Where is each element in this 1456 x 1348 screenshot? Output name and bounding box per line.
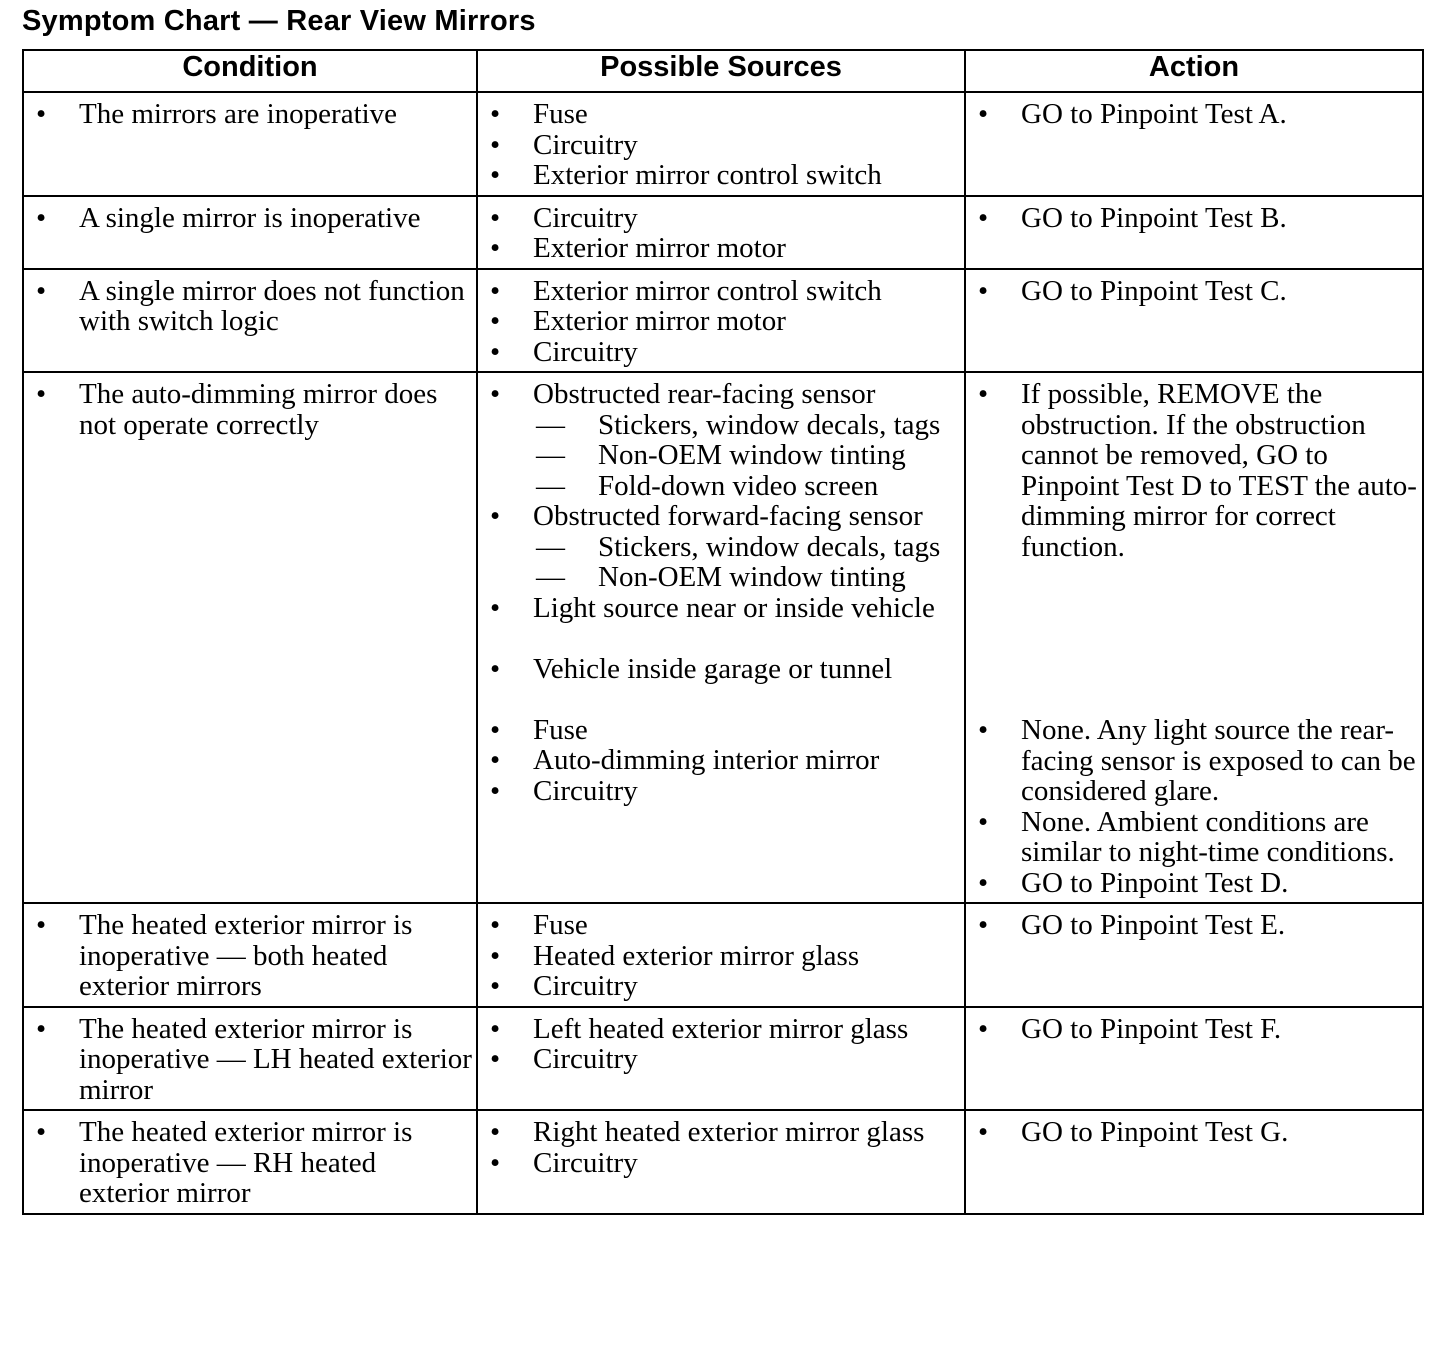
list-item	[24, 99, 472, 130]
source-text: Heated exterior mirror glass	[533, 939, 860, 972]
sources-cell	[477, 903, 965, 1007]
source-text: Vehicle inside garage or tunnel	[533, 652, 893, 685]
dash-icon: —	[536, 561, 565, 593]
source-text: Exterior mirror control switch	[533, 274, 882, 307]
condition-cell	[23, 92, 477, 196]
bullet-icon: •	[490, 232, 501, 264]
sub-list-item	[478, 410, 960, 441]
bullet-icon: •	[36, 201, 47, 234]
sub-source-text: Non-OEM window tinting	[598, 561, 906, 593]
action-cell	[965, 903, 1423, 1007]
list-item	[24, 1014, 472, 1106]
list-item	[966, 715, 1418, 807]
bullet-icon: •	[978, 805, 989, 838]
list-item	[478, 910, 960, 941]
bullet-icon: •	[490, 305, 501, 337]
bullet-icon: •	[36, 909, 47, 941]
action-text: GO to Pinpoint Test G.	[1021, 1116, 1289, 1148]
list-item	[478, 203, 960, 234]
list-item	[478, 306, 960, 337]
condition-text: The auto-dimming mirror does not operate correctly	[79, 378, 438, 441]
bullet-icon: •	[978, 274, 989, 307]
bullet-icon: •	[490, 1146, 501, 1179]
bullet-icon: •	[490, 970, 501, 1002]
sources-cell	[477, 269, 965, 373]
bullet-icon: •	[490, 201, 501, 234]
source-text: Exterior mirror motor	[533, 232, 786, 264]
condition-text: A single mirror is inoperative	[79, 201, 421, 234]
list-item	[966, 203, 1418, 234]
bullet-icon: •	[490, 159, 501, 191]
source-text: Fuse	[533, 909, 588, 941]
bullet-icon: •	[978, 909, 989, 941]
list-item	[478, 233, 960, 264]
action-cell	[965, 269, 1423, 373]
list-item	[478, 1044, 960, 1075]
list-item	[966, 276, 1418, 307]
bullet-icon: •	[978, 201, 989, 234]
sources-cell	[477, 1110, 965, 1214]
dash-icon: —	[536, 469, 565, 502]
list-item	[478, 1117, 960, 1148]
dash-icon: —	[536, 439, 565, 471]
list-item	[478, 941, 960, 972]
bullet-icon: •	[978, 98, 989, 130]
list-item	[478, 715, 960, 746]
source-text: Left heated exterior mirror glass	[533, 1012, 909, 1045]
header-action: Action	[965, 50, 1423, 92]
list-item	[478, 337, 960, 368]
bullet-icon: •	[490, 744, 501, 776]
sources-cell	[477, 1007, 965, 1111]
list-item	[478, 593, 960, 624]
list-item	[478, 971, 960, 1002]
dash-icon: —	[536, 530, 565, 563]
bullet-icon: •	[978, 866, 989, 899]
sub-list-item	[478, 440, 960, 471]
list-item	[24, 276, 472, 337]
action-text: GO to Pinpoint Test A.	[1021, 98, 1287, 130]
condition-cell	[23, 1007, 477, 1111]
source-text: Circuitry	[533, 970, 638, 1002]
action-text: If possible, REMOVE the obstruction. If the obstruction cannot be removed, GO to Pinpoint Test D to TEST the auto-dimming mirror for correct function.	[1021, 378, 1417, 563]
sub-list-item	[478, 562, 960, 593]
bullet-icon: •	[490, 335, 501, 368]
source-text: Obstructed rear-facing sensor	[533, 378, 876, 410]
condition-text: A single mirror does not function with switch logic	[79, 274, 465, 337]
header-possible-sources: Possible Sources	[477, 50, 965, 92]
chart-title: Symptom Chart — Rear View Mirrors	[22, 5, 536, 37]
bullet-icon: •	[490, 909, 501, 941]
symptom-chart-table	[22, 49, 1424, 1215]
source-text: Exterior mirror motor	[533, 305, 786, 337]
bullet-icon: •	[490, 128, 501, 161]
condition-text: The mirrors are inoperative	[79, 98, 398, 130]
bullet-icon: •	[978, 378, 989, 410]
sources-cell	[477, 372, 965, 903]
action-cell	[965, 372, 1423, 903]
list-item	[478, 654, 960, 685]
sources-cell	[477, 92, 965, 196]
list-item	[478, 379, 960, 410]
list-item	[966, 379, 1418, 562]
condition-text: The heated exterior mirror is inoperative — both heated exterior mirrors	[79, 909, 413, 1002]
source-text: Circuitry	[533, 128, 638, 161]
table-row	[23, 196, 1423, 269]
bullet-icon: •	[490, 1012, 501, 1045]
table-row	[23, 372, 1423, 903]
bullet-icon: •	[490, 939, 501, 972]
list-item	[478, 276, 960, 307]
sub-source-text: Stickers, window decals, tags	[598, 408, 941, 441]
list-item	[478, 776, 960, 807]
action-text: None. Any light source the rear-facing sensor is exposed to can be considered glare.	[1021, 714, 1416, 807]
condition-text: The heated exterior mirror is inoperative — RH heated exterior mirror	[79, 1116, 413, 1209]
table-row	[23, 92, 1423, 196]
table-row	[23, 903, 1423, 1007]
list-item	[966, 868, 1418, 899]
table-row	[23, 269, 1423, 373]
table-row	[23, 1110, 1423, 1214]
list-item	[24, 379, 472, 440]
bullet-icon: •	[490, 1043, 501, 1075]
list-item	[966, 99, 1418, 130]
source-text: Obstructed forward-facing sensor	[533, 500, 923, 532]
list-item	[966, 1117, 1418, 1148]
source-text: Circuitry	[533, 201, 638, 234]
action-cell	[965, 196, 1423, 269]
condition-cell	[23, 903, 477, 1007]
list-item	[966, 910, 1418, 941]
dash-icon: —	[536, 408, 565, 441]
condition-cell	[23, 1110, 477, 1214]
list-item	[24, 910, 472, 1002]
sub-source-text: Non-OEM window tinting	[598, 439, 906, 471]
bullet-icon: •	[490, 713, 501, 746]
action-text: GO to Pinpoint Test C.	[1021, 274, 1287, 307]
source-text: Circuitry	[533, 1043, 638, 1075]
source-text: Right heated exterior mirror glass	[533, 1116, 925, 1148]
bullet-icon: •	[490, 774, 501, 807]
bullet-icon: •	[978, 1012, 989, 1045]
sub-list-item	[478, 532, 960, 563]
list-item	[478, 160, 960, 191]
list-item	[966, 1014, 1418, 1045]
bullet-icon: •	[490, 1116, 501, 1148]
action-cell	[965, 1007, 1423, 1111]
condition-cell	[23, 269, 477, 373]
bullet-icon: •	[490, 274, 501, 307]
bullet-icon: •	[978, 714, 989, 746]
list-item	[478, 1148, 960, 1179]
source-text: Circuitry	[533, 1146, 638, 1179]
list-item	[478, 1014, 960, 1045]
condition-cell	[23, 372, 477, 903]
source-text: Circuitry	[533, 335, 638, 368]
source-text: Light source near or inside vehicle	[533, 591, 935, 624]
sub-source-text: Stickers, window decals, tags	[598, 530, 941, 563]
list-item	[478, 99, 960, 130]
bullet-icon: •	[490, 591, 501, 624]
bullet-icon: •	[36, 1012, 47, 1045]
list-item	[966, 807, 1418, 868]
table-row	[23, 1007, 1423, 1111]
bullet-icon: •	[490, 98, 501, 130]
action-text: GO to Pinpoint Test E.	[1021, 909, 1286, 941]
bullet-icon: •	[36, 378, 47, 410]
source-text: Exterior mirror control switch	[533, 159, 882, 191]
bullet-icon: •	[36, 274, 47, 307]
header-condition: Condition	[23, 50, 477, 92]
action-text: GO to Pinpoint Test B.	[1021, 201, 1287, 234]
bullet-icon: •	[490, 500, 501, 532]
list-item	[478, 130, 960, 161]
source-text: Auto-dimming interior mirror	[533, 744, 880, 776]
source-text: Circuitry	[533, 774, 638, 807]
action-text: GO to Pinpoint Test D.	[1021, 866, 1289, 899]
sources-cell	[477, 196, 965, 269]
bullet-icon: •	[36, 1116, 47, 1148]
sub-list-item	[478, 471, 960, 502]
bullet-icon: •	[490, 652, 501, 685]
source-text: Fuse	[533, 98, 588, 130]
list-item	[478, 745, 960, 776]
bullet-icon: •	[490, 378, 501, 410]
table-header-row	[23, 50, 1423, 92]
action-cell	[965, 92, 1423, 196]
list-item	[24, 203, 472, 234]
action-text: None. Ambient conditions are similar to night-time conditions.	[1021, 805, 1395, 868]
source-text: Fuse	[533, 713, 588, 746]
action-cell	[965, 1110, 1423, 1214]
sub-source-text: Fold-down video screen	[598, 469, 879, 502]
condition-text: The heated exterior mirror is inoperative — LH heated exterior mirror	[79, 1012, 472, 1106]
list-item	[24, 1117, 472, 1209]
condition-cell	[23, 196, 477, 269]
bullet-icon: •	[978, 1116, 989, 1148]
bullet-icon: •	[36, 98, 47, 130]
list-item	[478, 501, 960, 532]
action-text: GO to Pinpoint Test F.	[1021, 1012, 1282, 1045]
